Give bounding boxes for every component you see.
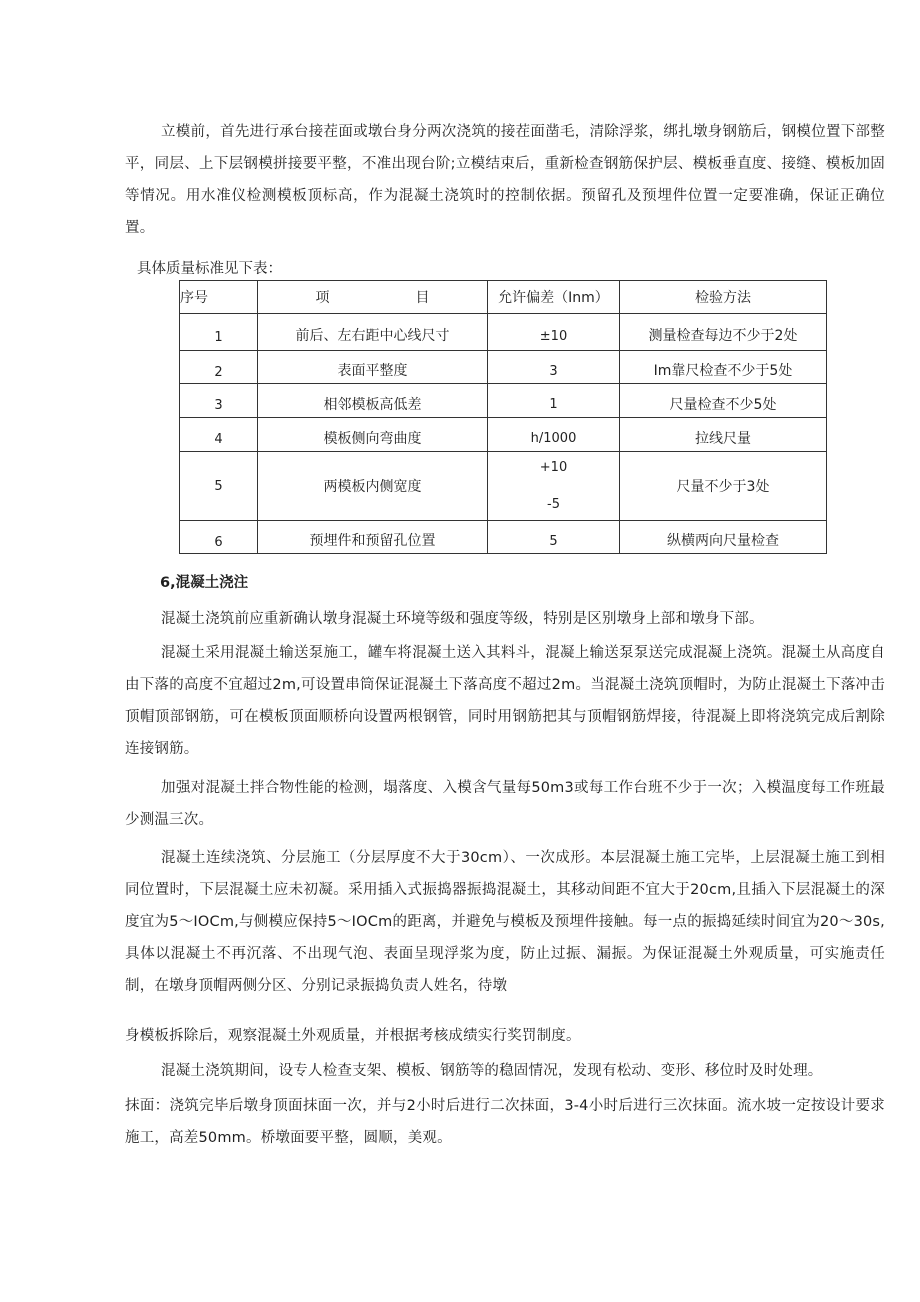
paragraph-vibration: 混凝土连续浇筑、分层施工（分层厚度不大于30cm）、一次成形。本层混凝土施工完毕，上层混凝土施工到相同位置时，下层混凝土应未初凝。采用插入式振捣器振捣混凝土，其移动间距不宜大于20cm,且插入下层混凝土的深度宜为5～IOCm,与侧模应保持5～IOCm的距离，并避免与模板及预埋件接触。每一点的振捣延续时间宜为20～30s,具体以混凝土不再沉落、不出现气泡、表面呈现浮浆为度，防止过振、漏振。为保证混凝土外观质量，可实施责任制，在墩身顶帽两侧分区、分别记录振捣负责人姓名，待墩 (125, 850, 885, 994)
section-heading: 6,混凝土浇注 (160, 575, 249, 591)
table-header-row (180, 281, 827, 314)
header-item-part-a: 项 (315, 290, 330, 306)
row-method: 尺量不少于3处 (620, 452, 827, 521)
row-item: 前后、左右距中心线尺寸 (258, 314, 488, 351)
header-item (258, 281, 488, 314)
row-method: 拉线尺量 (620, 418, 827, 452)
row-method: 尺量检查不少5处 (620, 384, 827, 418)
row-tolerance: h/1000 (488, 418, 620, 452)
paragraph-environment-grade: 混凝土浇筑前应重新确认墩身混凝土环境等级和强度等级，特别是区别墩身上部和墩身下部。 (161, 611, 764, 627)
row-tolerance: ±10 (488, 314, 620, 351)
header-seq: 序号 (180, 281, 258, 314)
row-seq: 2 (180, 351, 258, 384)
table-row (180, 351, 827, 384)
row-tolerance-lower: -5 (547, 497, 560, 512)
table-row (180, 384, 827, 418)
row-seq: 4 (180, 418, 258, 452)
header-tolerance: 允许偏差（Inm） (488, 281, 620, 314)
row-tolerance: 3 (488, 351, 620, 384)
quality-standard-table (179, 280, 827, 554)
paragraph-inspection: 混凝土浇筑期间，设专人检查支架、模板、钢筋等的稳固情况，发现有松动、变形、移位时及时处理。 (161, 1063, 823, 1079)
row-tolerance (488, 452, 620, 521)
row-seq: 5 (180, 452, 258, 521)
paragraph-pumping: 混凝土采用混凝土输送泵施工，罐车将混凝土送入其料斗，混凝上输送泵泵送完成混凝上浇筑。混凝土从高度自由下落的高度不宜超过2m,可设置串筒保证混凝土下落高度不超过2m。当混凝土浇筑顶帽时，为防止混凝土下落冲击顶帽顶部钢筋，可在模板顶面顺桥向设置两根钢管，同时用钢筋把其与顶帽钢筋焊接，待混凝上即将浇筑完成后割除连接钢筋。 (125, 645, 885, 757)
table-caption: 具体质量标准见下表： (137, 261, 282, 277)
row-tolerance: 1 (488, 384, 620, 418)
row-tolerance: 5 (488, 521, 620, 554)
row-item: 表面平整度 (258, 351, 488, 384)
table-row (180, 521, 827, 554)
paragraph-vibration-continued: 身模板拆除后，观察混凝土外观质量，并根据考核成绩实行奖罚制度。 (125, 1028, 581, 1044)
table-row (180, 452, 827, 521)
row-method: 测量检查每边不少于2处 (620, 314, 827, 351)
table-row (180, 418, 827, 452)
row-seq: 3 (180, 384, 258, 418)
row-item: 预埋件和预留孔位置 (258, 521, 488, 554)
row-item: 两模板内侧宽度 (258, 452, 488, 521)
header-method: 检验方法 (620, 281, 827, 314)
row-tolerance-upper: +10 (539, 460, 568, 475)
paragraph-surface-finishing: 抹面：浇筑完毕后墩身顶面抹面一次，并与2小时后进行二次抹面，3-4小时后进行三次抹面。流水坡一定按设计要求施工，高差50mm。桥墩面要平整，圆顺，美观。 (125, 1098, 885, 1146)
row-item: 相邻模板高低差 (258, 384, 488, 418)
paragraph-testing: 加强对混凝土拌合物性能的检测，塌落度、入模含气量每50m3或每工作台班不少于一次；入模温度每工作班最少测温三次。 (125, 780, 885, 828)
table-row (180, 314, 827, 351)
row-method: Im靠尺检查不少于5处 (620, 351, 827, 384)
header-item-part-b: 目 (415, 290, 430, 306)
formwork-paragraph: 立模前，首先进行承台接茬面或墩台身分两次浇筑的接茬面凿毛，清除浮浆，绑扎墩身钢筋后，钢模位置下部整平，同层、上下层钢模拼接要平整，不准出现台阶;立模结束后，重新检查钢筋保护层、模板垂直度、接缝、模板加固等情况。用水准仪检测模板顶标高，作为混凝土浇筑时的控制依据。预留孔及预埋件位置一定要准确，保证正确位置。 (125, 124, 885, 236)
row-seq: 1 (180, 314, 258, 351)
row-method: 纵横两向尺量检查 (620, 521, 827, 554)
row-item: 模板侧向弯曲度 (258, 418, 488, 452)
row-seq: 6 (180, 521, 258, 554)
